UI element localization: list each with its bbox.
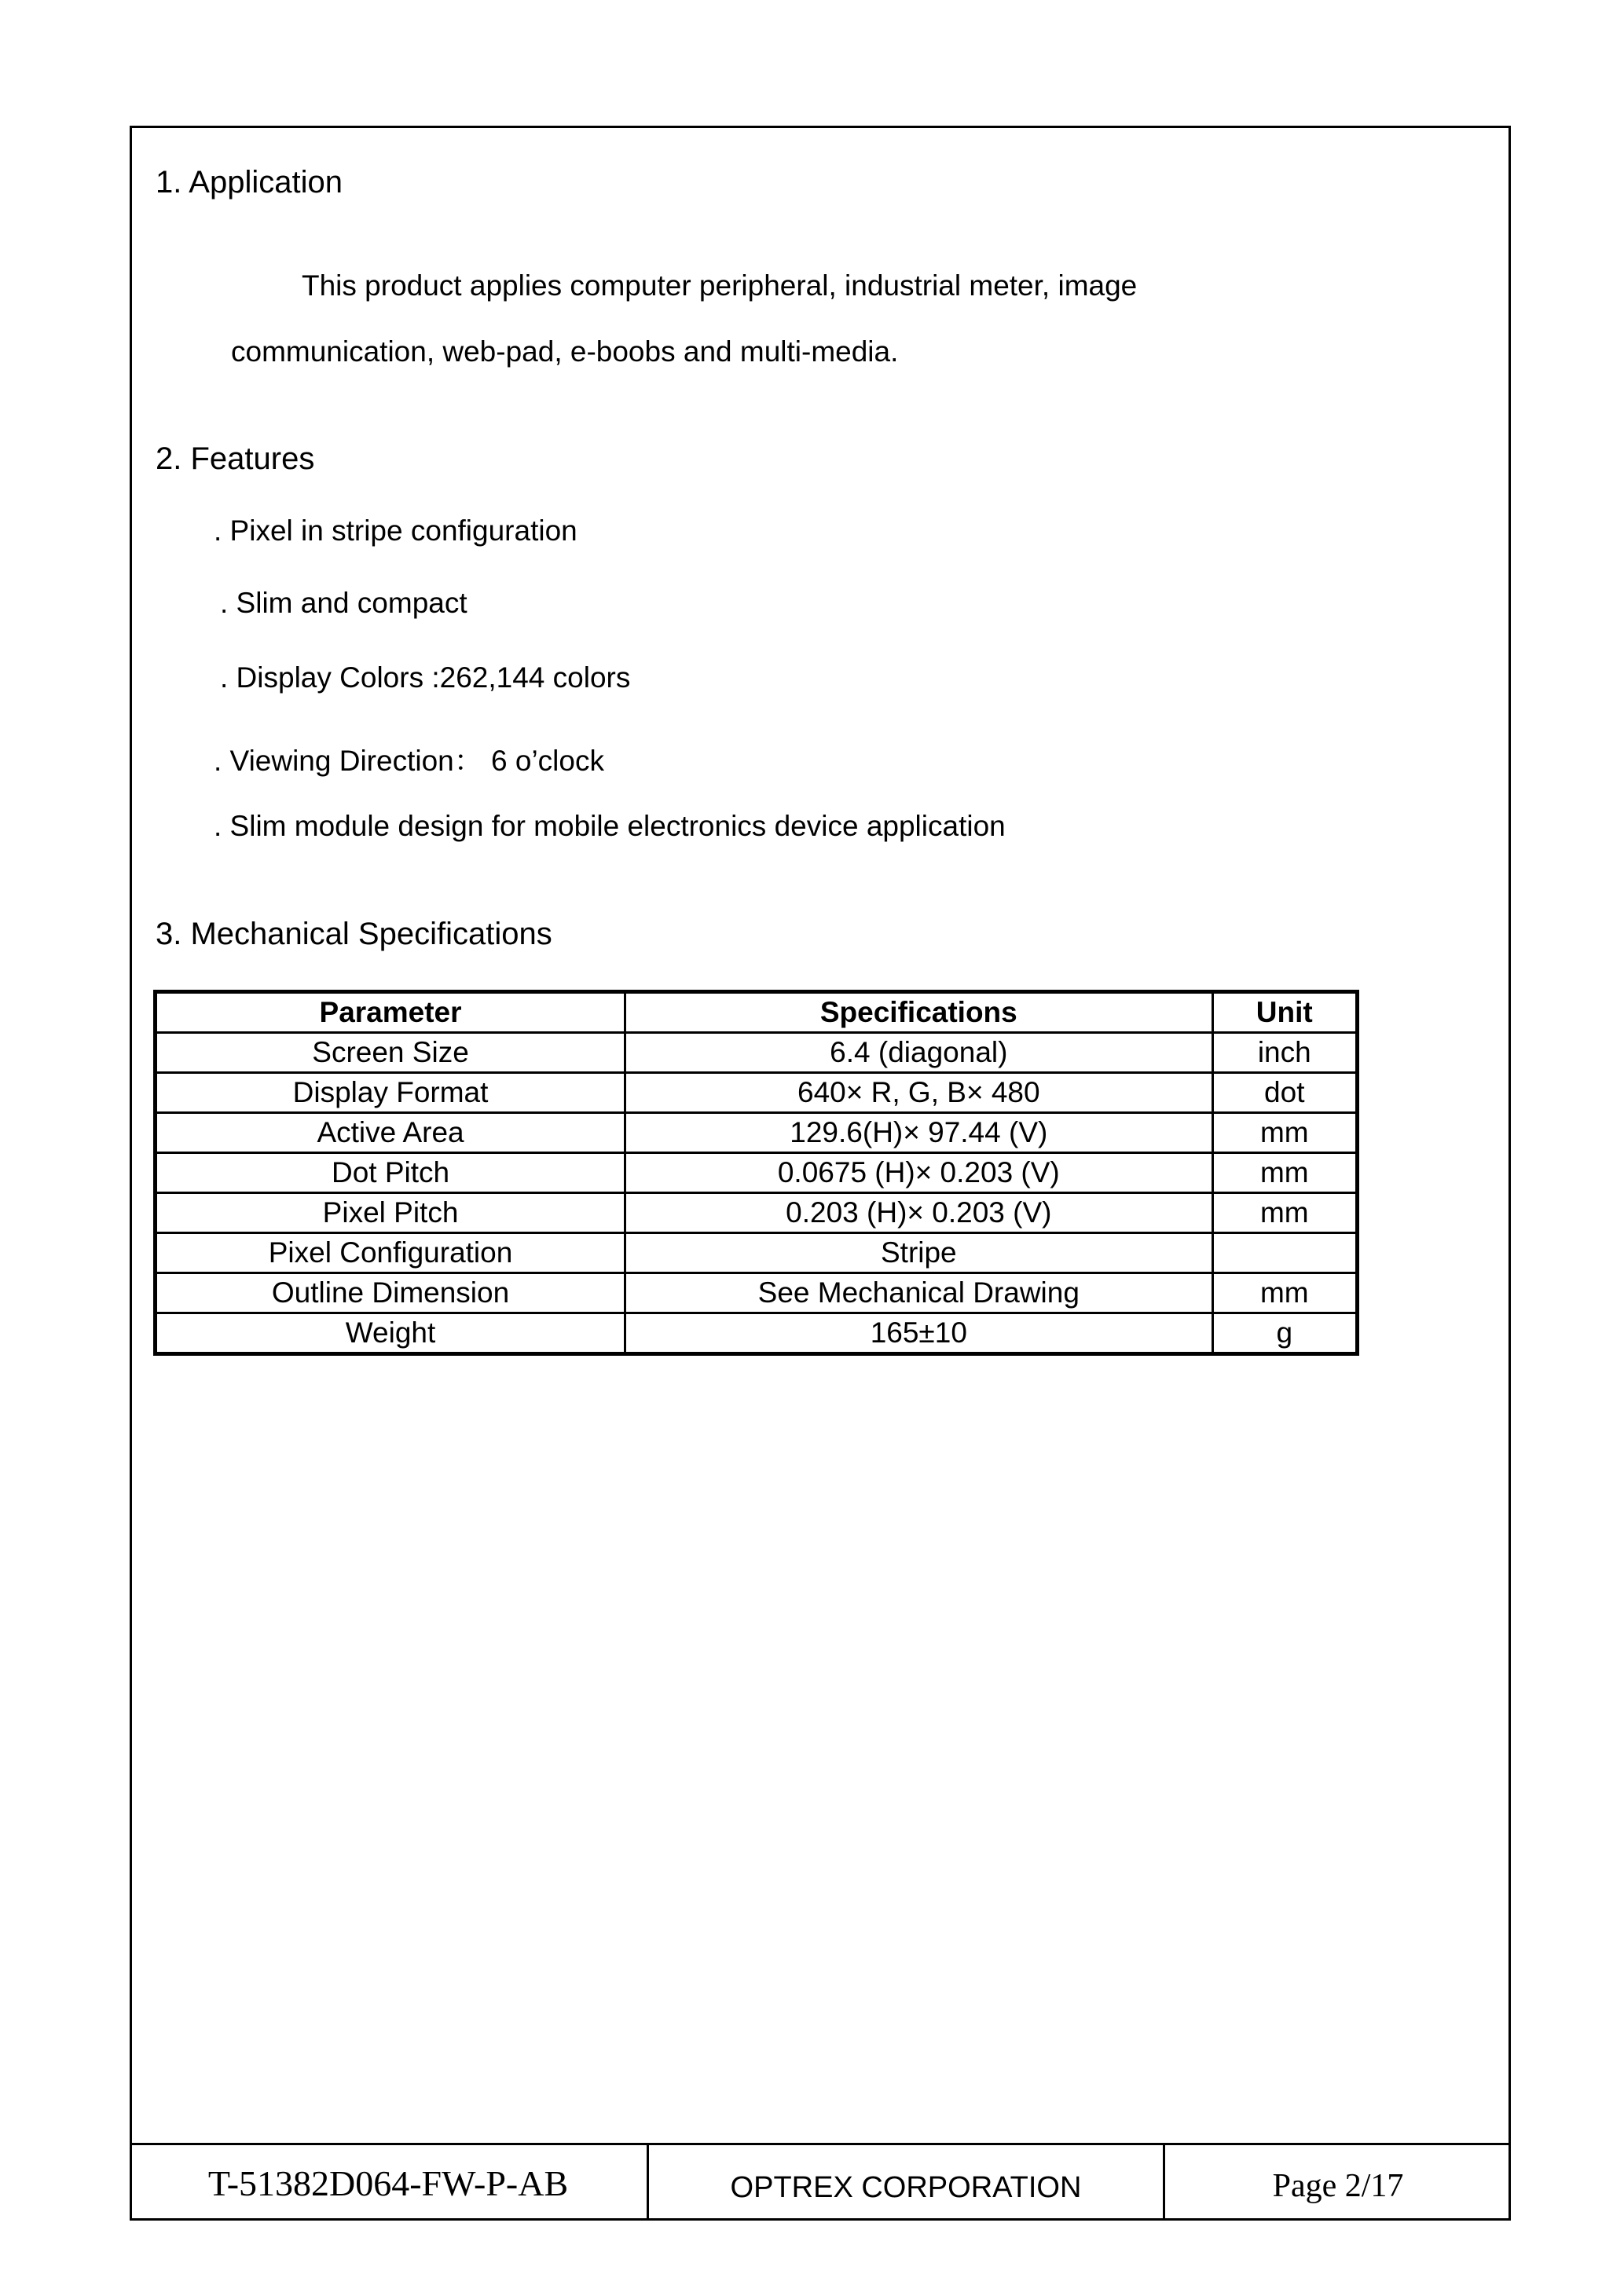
table-cell-unit: inch [1212,1033,1357,1073]
page-footer [130,2143,1511,2221]
table-cell-parameter: Screen Size [156,1033,625,1073]
footer-document-number: T-51382D064-FW-P-AB [130,2145,649,2221]
mechanical-specs-heading: 3. Mechanical Specifications [156,917,552,951]
table-row [156,1073,1358,1113]
column-header-unit: Unit [1212,992,1357,1033]
table-cell-parameter: Display Format [156,1073,625,1113]
table-cell-unit: mm [1212,1113,1357,1153]
table-cell-parameter: Outline Dimension [156,1273,625,1313]
table-cell-specification: 6.4 (diagonal) [625,1033,1212,1073]
table-cell-parameter: Dot Pitch [156,1153,625,1193]
table-cell-specification: 0.203 (H)× 0.203 (V) [625,1193,1212,1233]
table-cell-specification: Stripe [625,1233,1212,1273]
mechanical-specs-table [153,990,1359,1356]
table-row [156,1193,1358,1233]
table-row [156,1033,1358,1073]
table-cell-parameter: Active Area [156,1113,625,1153]
feature-item-viewing-direction: . Viewing Direction： 6 o’clock [214,745,604,777]
feature-item-display-colors: . Display Colors :262,144 colors [220,661,631,694]
features-heading: 2. Features [156,441,315,476]
table-cell-parameter: Pixel Pitch [156,1193,625,1233]
table-cell-specification: 129.6(H)× 97.44 (V) [625,1113,1212,1153]
table-row [156,1313,1358,1354]
table-cell-parameter: Pixel Configuration [156,1233,625,1273]
table-row [156,1113,1358,1153]
table-cell-unit: mm [1212,1273,1357,1313]
feature-item-slim-module: . Slim module design for mobile electronics device application [214,810,1006,842]
table-cell-unit: dot [1212,1073,1357,1113]
feature-item-pixel-stripe: . Pixel in stripe configuration [214,514,577,547]
table-cell-unit: g [1212,1313,1357,1354]
column-header-specifications: Specifications [625,992,1212,1033]
column-header-parameter: Parameter [156,992,625,1033]
application-text-line-1: This product applies computer peripheral, industrial meter, image [302,269,1138,302]
footer-company-name: OPTREX CORPORATION [649,2145,1165,2221]
table-cell-specification: See Mechanical Drawing [625,1273,1212,1313]
table-row [156,1233,1358,1273]
table-row [156,1273,1358,1313]
table-cell-specification: 165±10 [625,1313,1212,1354]
table-row [156,1153,1358,1193]
application-text-line-2: communication, web-pad, e-boobs and multi-media. [231,335,899,368]
table-cell-specification: 0.0675 (H)× 0.203 (V) [625,1153,1212,1193]
feature-item-slim-compact: . Slim and compact [220,587,467,619]
table-cell-parameter: Weight [156,1313,625,1354]
application-heading: 1. Application [156,165,343,200]
table-cell-unit [1212,1233,1357,1273]
table-header-row [156,992,1358,1033]
table-cell-unit: mm [1212,1193,1357,1233]
footer-page-number: Page 2/17 [1272,2168,1404,2204]
table-cell-unit: mm [1212,1153,1357,1193]
table-cell-specification: 640× R, G, B× 480 [625,1073,1212,1113]
